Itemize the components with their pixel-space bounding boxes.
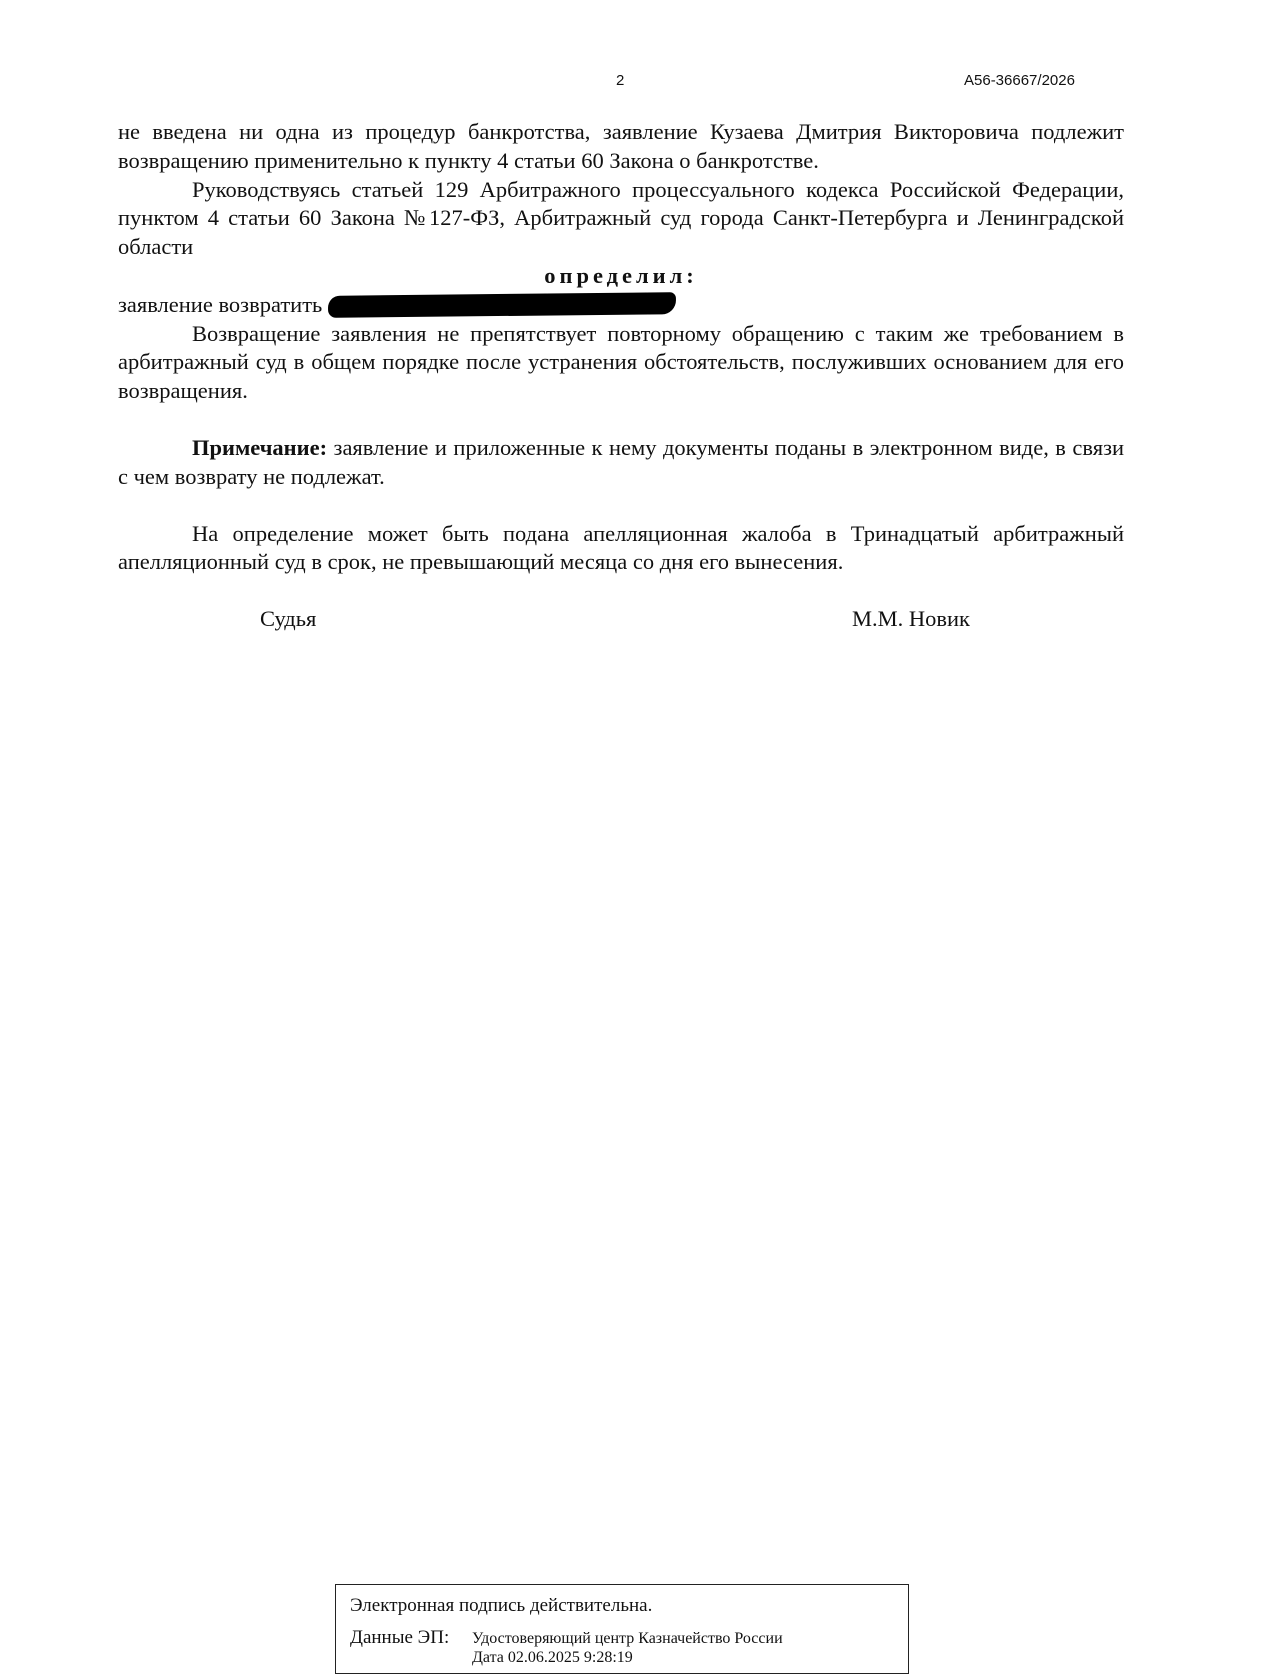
note-label: Примечание: [192, 434, 328, 460]
spacer [118, 406, 1124, 434]
paragraph-4: Возвращение заявления не препятствует повторному обращению с таким же требованием в арбитражный суд в общем порядке после устранения обстоятельств, послуживших основанием для его возвращения. [118, 320, 1124, 404]
paragraph-1: не введена ни одна из процедур банкротства, заявление Кузаева Дмитрия Викторовича подлежит возвращению применительно к пункту 4 статьи 60 Закона о банкротстве. [118, 119, 1124, 173]
note-paragraph [118, 434, 1124, 492]
page-number: 2 [616, 72, 625, 89]
e-signature-issuer: Удостоверяющий центр Казначейство России [472, 1630, 783, 1647]
e-signature-date: Дата 02.06.2025 9:28:19 [472, 1649, 633, 1666]
e-signature-data-label: Данные ЭП: [350, 1627, 450, 1648]
ruling-heading: определил: [544, 262, 698, 288]
return-statement: заявление возвратить [118, 291, 323, 317]
judge-name: М.М. Новик [852, 606, 970, 631]
case-number: А56-36667/2026 [964, 72, 1075, 89]
document-body [118, 118, 1124, 577]
e-signature-stamp [335, 1584, 909, 1674]
appeal-paragraph: На определение может быть подана апелляционная жалоба в Тринадцатый арбитражный апелляционный суд в срок, не превышающий месяца со дня его вынесения. [118, 520, 1124, 575]
note-text: заявление и приложенные к нему документы поданы в электронном виде, в связи с чем возврату не подлежат. [118, 434, 1124, 489]
redaction-mark [328, 292, 676, 318]
judge-title: Судья [260, 606, 317, 631]
paragraph-2: Руководствуясь статьей 129 Арбитражного процессуального кодекса Российской Федерации, пунктом 4 статьи 60 Закона №127-ФЗ, Арбитражный суд города Санкт-Петербурга и Ленинградской области [118, 176, 1124, 260]
spacer [118, 492, 1124, 520]
e-signature-status: Электронная подпись действительна. [350, 1595, 653, 1616]
paragraph-3 [118, 291, 1124, 320]
